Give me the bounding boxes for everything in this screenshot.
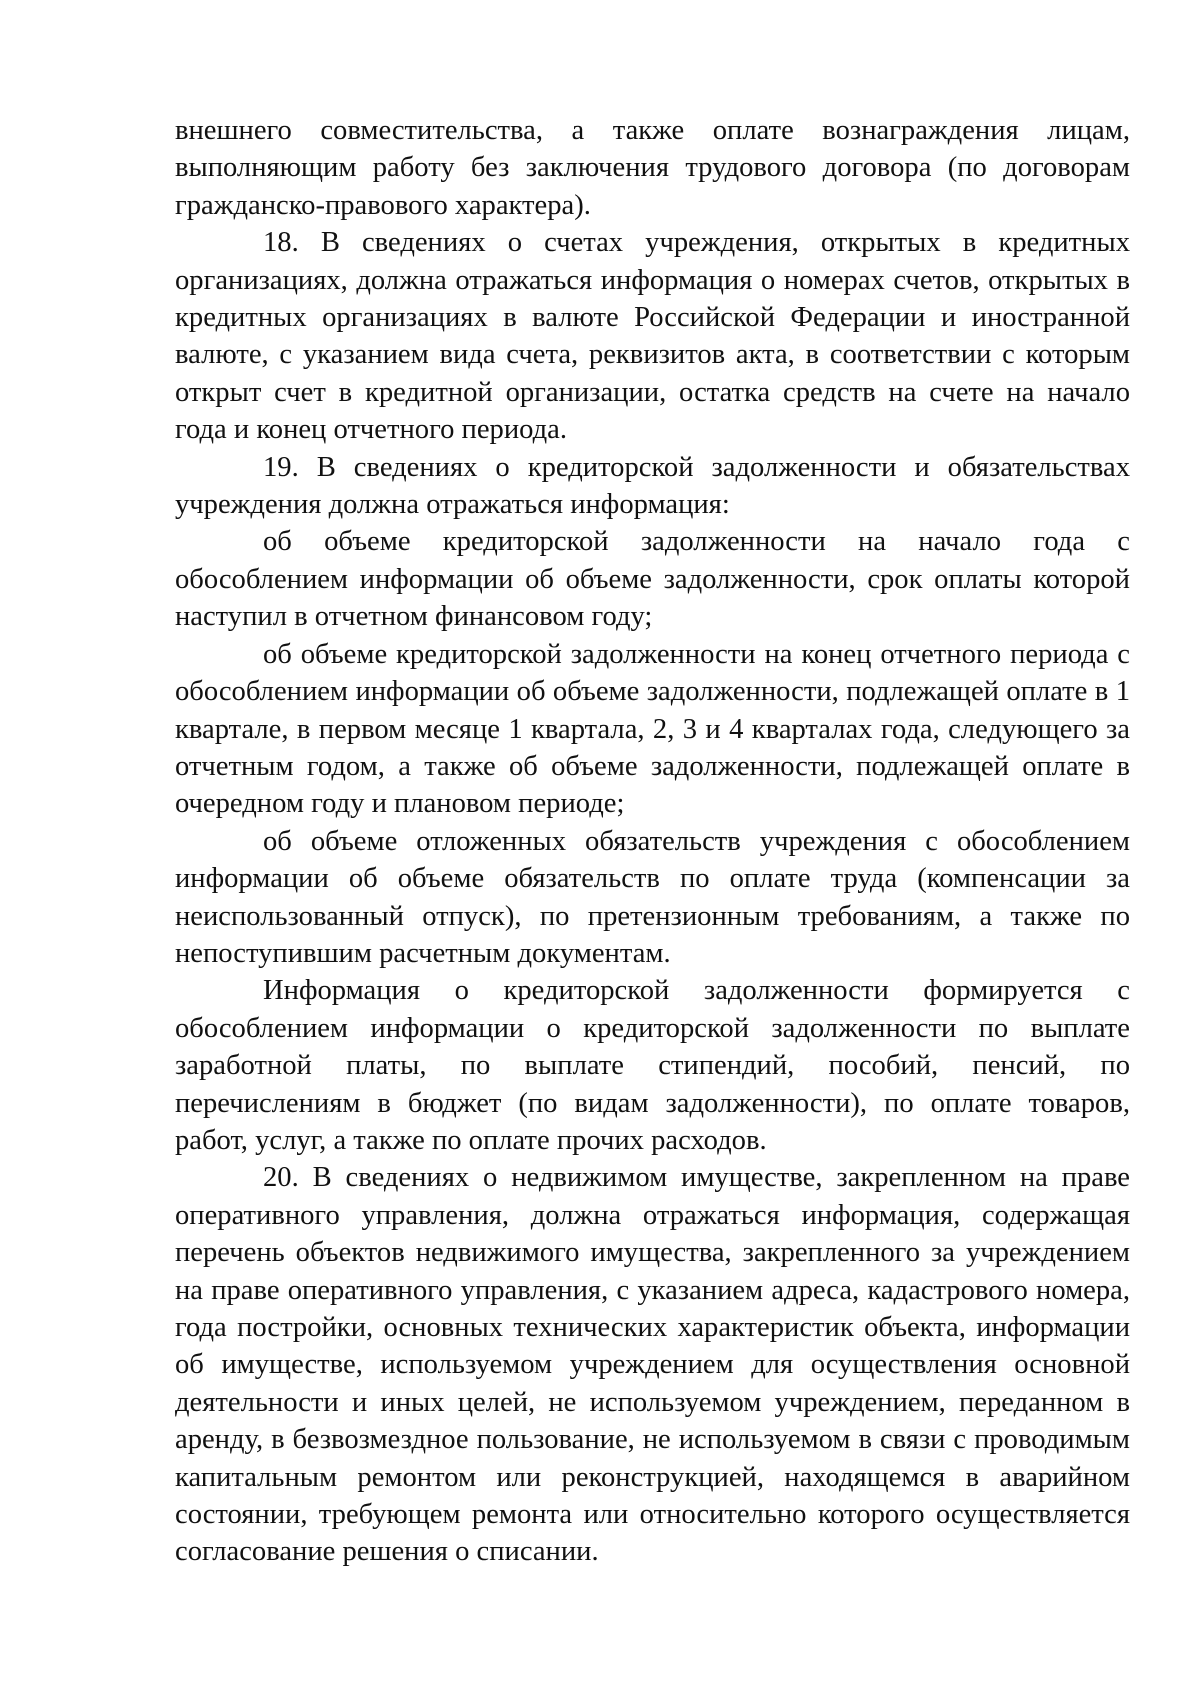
document-page bbox=[175, 112, 1130, 1571]
paragraph-item-19: 19. В сведениях о кредиторской задолженности и обязательствах учреждения должна отражаться информация: bbox=[175, 451, 1130, 521]
paragraph-continuation: внешнего совместительства, а также оплате вознаграждения лицам, выполняющим работу без заключения трудового договора (по договорам гражданско-правового характера). bbox=[175, 115, 1130, 221]
paragraph-subitem-start-of-year: об объеме кредиторской задолженности на начало года с обособлением информации об объеме задолженности, срок оплаты которой наступил в отчетном финансовом году; bbox=[175, 526, 1130, 633]
paragraph-item-20: 20. В сведениях о недвижимом имуществе, закрепленном на праве оперативного управления, должна отражаться информация, содержащая перечень объектов недвижимого имущества, закрепленного за учреждением на праве оперативного управления, с указанием адреса, кадастрового номера, года постройки, основных технических характеристик объекта, информации об имуществе, используемом учреждением для осуществления основной деятельности и иных целей, не используемом учреждением, переданном в аренду, в безвозмездное пользование, не используемом в связи с проводимым капитальным ремонтом или реконструкцией, находящемся в аварийном состоянии, требующем ремонта или относительно которого осуществляется согласование решения о списании. bbox=[175, 1162, 1130, 1568]
paragraph-subitem-end-of-period: об объеме кредиторской задолженности на конец отчетного периода с обособлением информации об объеме задолженности, подлежащей оплате в 1 квартале, в первом месяце 1 квартала, 2, 3 и 4 кварталах года, следующего за отчетным годом, а также об объеме задолженности, подлежащей оплате в очередном году и плановом периоде; bbox=[175, 638, 1130, 820]
paragraph-subitem-deferred-obligations: об объеме отложенных обязательств учреждения с обособлением информации об объеме обязательств по оплате труда (компенсации за неиспользованный отпуск), по претензионным требованиям, а также по непоступившим расчетным документам. bbox=[175, 825, 1130, 969]
paragraph-item-18: 18. В сведениях о счетах учреждения, открытых в кредитных организациях, должна отражаться информация о номерах счетов, открытых в кредитных организациях в валюте Российской Федерации и иностранной валюте, с указанием вида счета, реквизитов акта, в соответствии с которым открыт счет в кредитной организации, остатка средств на счете на начало года и конец отчетного периода. bbox=[175, 227, 1130, 446]
paragraph-payables-info: Информация о кредиторской задолженности формируется с обособлением информации о кредиторской задолженности по выплате заработной платы, по выплате стипендий, пособий, пенсий, по перечислениям в бюджет (по видам задолженности), по оплате товаров, работ, услуг, а также по оплате прочих расходов. bbox=[175, 975, 1130, 1156]
